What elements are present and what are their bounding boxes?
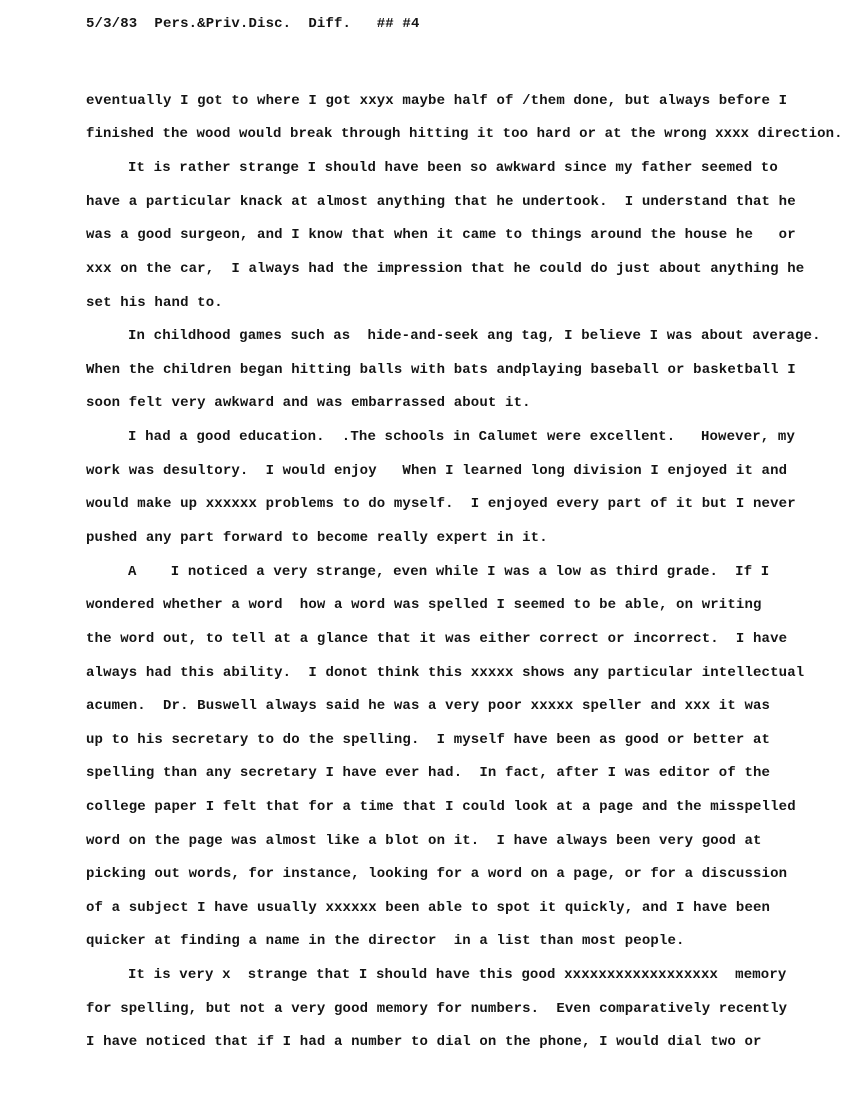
text-line: I have noticed that if I had a number to dial on the phone, I would dial two or: [86, 1034, 762, 1050]
text-line: soon felt very awkward and was embarrassed about it.: [86, 395, 531, 411]
text-line: acumen. Dr. Buswell always said he was a very poor xxxxx speller and xxx it was: [86, 698, 771, 714]
text-line: It is very x strange that I should have this good xxxxxxxxxxxxxxxxxx memory: [128, 967, 787, 983]
text-line: A I noticed a very strange, even while I was a low as third grade. If I: [128, 564, 770, 580]
text-line: quicker at finding a name in the director in a list than most people.: [86, 933, 685, 949]
text-line: was a good surgeon, and I know that when it came to things around the house he or: [86, 227, 796, 243]
text-line: picking out words, for instance, looking for a word on a page, or for a discussion: [86, 866, 788, 882]
text-line: have a particular knack at almost anything that he undertook. I understand that he: [86, 194, 796, 210]
text-line: for spelling, but not a very good memory for numbers. Even comparatively recently: [86, 1001, 788, 1017]
text-line: the word out, to tell at a glance that it was either correct or incorrect. I have: [86, 631, 788, 647]
text-line: wondered whether a word how a word was spelled I seemed to be able, on writing: [86, 597, 762, 613]
text-line: spelling than any secretary I have ever had. In fact, after I was editor of the: [86, 765, 771, 781]
text-line: In childhood games such as hide-and-seek ang tag, I believe I was about average.: [128, 328, 821, 344]
text-line: would make up xxxxxx problems to do myself. I enjoyed every part of it but I never: [86, 496, 796, 512]
text-line: work was desultory. I would enjoy When I learned long division I enjoyed it and: [86, 463, 788, 479]
text-line: I had a good education. .The schools in Calumet were excellent. However, my: [128, 429, 796, 445]
text-line: always had this ability. I donot think this xxxxx shows any particular intellectual: [86, 665, 805, 681]
text-line: finished the wood would break through hitting it too hard or at the wrong xxxx direction.: [86, 126, 843, 142]
text-line: up to his secretary to do the spelling. I myself have been as good or better at: [86, 732, 771, 748]
text-line: It is rather strange I should have been so awkward since my father seemed to: [128, 160, 778, 176]
text-line: eventually I got to where I got xxyx maybe half of /them done, but always before I: [86, 93, 788, 109]
text-line: word on the page was almost like a blot on it. I have always been very good at: [86, 833, 762, 849]
text-line: set his hand to.: [86, 295, 223, 311]
text-line: xxx on the car, I always had the impression that he could do just about anything he: [86, 261, 805, 277]
text-line: pushed any part forward to become really expert in it.: [86, 530, 548, 546]
text-line: college paper I felt that for a time that I could look at a page and the misspelled: [86, 799, 796, 815]
text-line: When the children began hitting balls with bats andplaying baseball or basketball I: [86, 362, 796, 378]
text-line: of a subject I have usually xxxxxx been able to spot it quickly, and I have been: [86, 900, 771, 916]
page-header: 5/3/83 Pers.&Priv.Disc. Diff. ## #4: [86, 16, 420, 32]
